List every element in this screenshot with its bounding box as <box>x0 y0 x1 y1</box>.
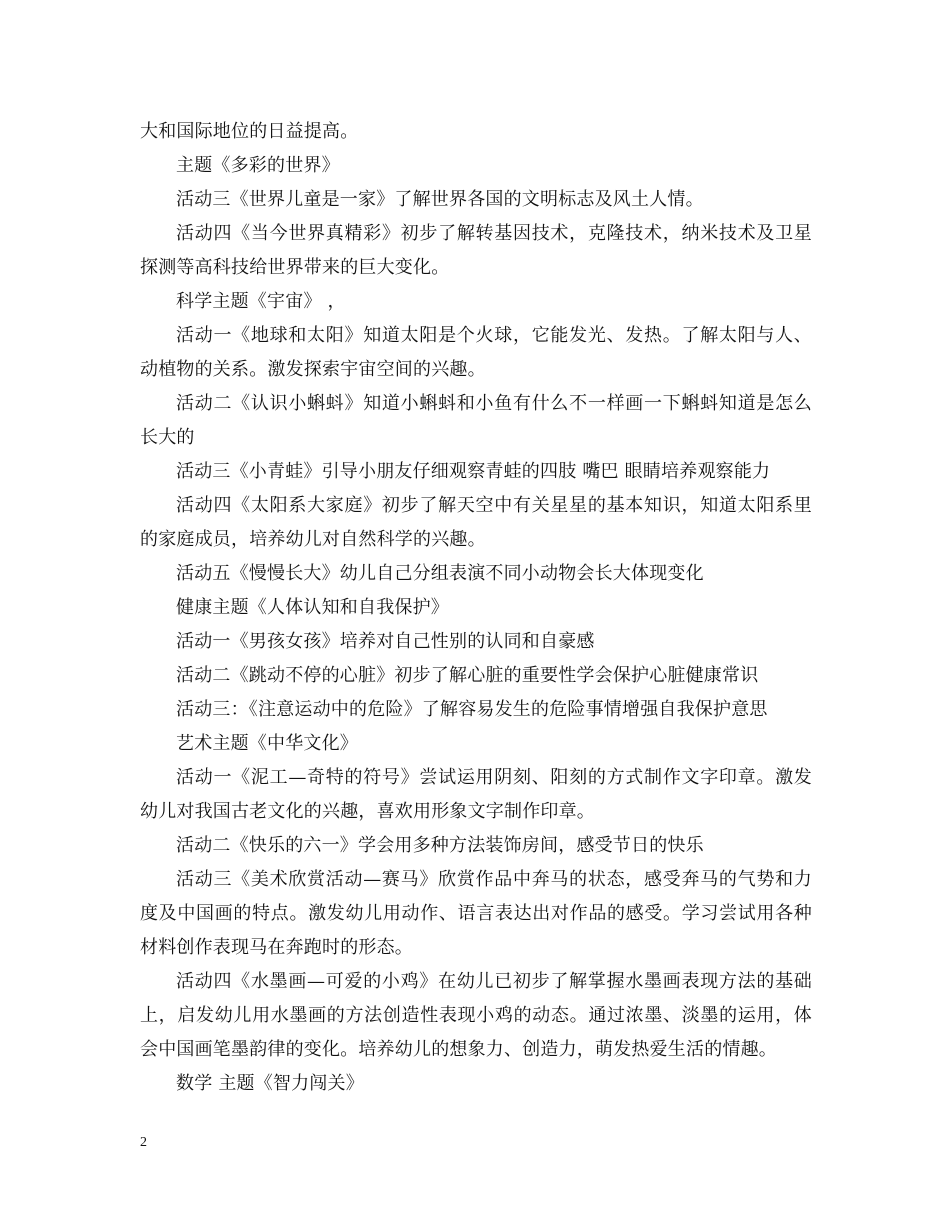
paragraph: 大和国际地位的日益提高。 <box>140 121 359 142</box>
paragraph: 活动三《小青蛙》引导小朋友仔细观察青蛙的四肢 嘴巴 眼睛培养观察能力 <box>176 461 771 482</box>
paragraph: 健康主题《人体认知和自我保护》 <box>176 597 449 618</box>
paragraph: 活动一《泥工—奇特的符号》尝试运用阴刻、阳刻的方式制作文字印章。激发幼儿对我国古老文化的兴趣，喜欢用形象文字制作印章。 <box>140 767 812 822</box>
paragraph: 数学 主题《智力闯关》 <box>176 1073 364 1094</box>
page-body <box>140 115 812 1101</box>
page-number: 2 <box>140 1135 147 1150</box>
paragraph: 科学主题《宇宙》 ， <box>176 291 346 312</box>
paragraph: 活动一《地球和太阳》知道太阳是个火球，它能发光、发热。了解太阳与人、动植物的关系。激发探索宇宙空间的兴趣。 <box>140 325 812 380</box>
paragraph: 主题《多彩的世界》 <box>176 155 340 176</box>
paragraph: 活动四《太阳系大家庭》初步了解天空中有关星星的基本知识，知道太阳系里的家庭成员，培养幼儿对自然科学的兴趣。 <box>140 495 812 550</box>
paragraph: 活动二《认识小蝌蚪》知道小蝌蚪和小鱼有什么不一样画一下蝌蚪知道是怎么长大的 <box>140 393 812 448</box>
paragraph: 活动五《慢慢长大》幼儿自己分组表演不同小动物会长大体现变化 <box>176 563 704 584</box>
paragraph: 活动三《美术欣赏活动—赛马》欣赏作品中奔马的状态，感受奔马的气势和力度及中国画的特点。激发幼儿用动作、语言表达出对作品的感受。学习尝试用各种材料创作表现马在奔跑时的形态。 <box>140 869 812 958</box>
paragraph: 活动一《男孩女孩》培养对自己性别的认同和自豪感 <box>176 631 595 652</box>
paragraph: 活动三《世界儿童是一家》了解世界各国的文明标志及风土人情。 <box>176 189 704 210</box>
paragraph: 活动三：《注意运动中的危险》了解容易发生的危险事情增强自我保护意思 <box>176 699 768 720</box>
paragraph: 活动二《快乐的六一》学会用多种方法装饰房间，感受节日的快乐 <box>176 835 704 856</box>
paragraph: 活动四《水墨画—可爱的小鸡》在幼儿已初步了解掌握水墨画表现方法的基础上，启发幼儿用水墨画的方法创造性表现小鸡的动态。通过浓墨、淡墨的运用，体会中国画笔墨韵律的变化。培养幼儿的想象力、创造力，萌发热爱生活的情趣。 <box>140 971 812 1060</box>
paragraph: 艺术主题《中华文化》 <box>176 733 358 754</box>
paragraph: 活动二《跳动不停的心脏》初步了解心脏的重要性学会保护心脏健康常识 <box>176 665 759 686</box>
paragraph: 活动四《当今世界真精彩》初步了解转基因技术，克隆技术，纳米技术及卫星探测等高科技给世界带来的巨大变化。 <box>140 223 812 278</box>
